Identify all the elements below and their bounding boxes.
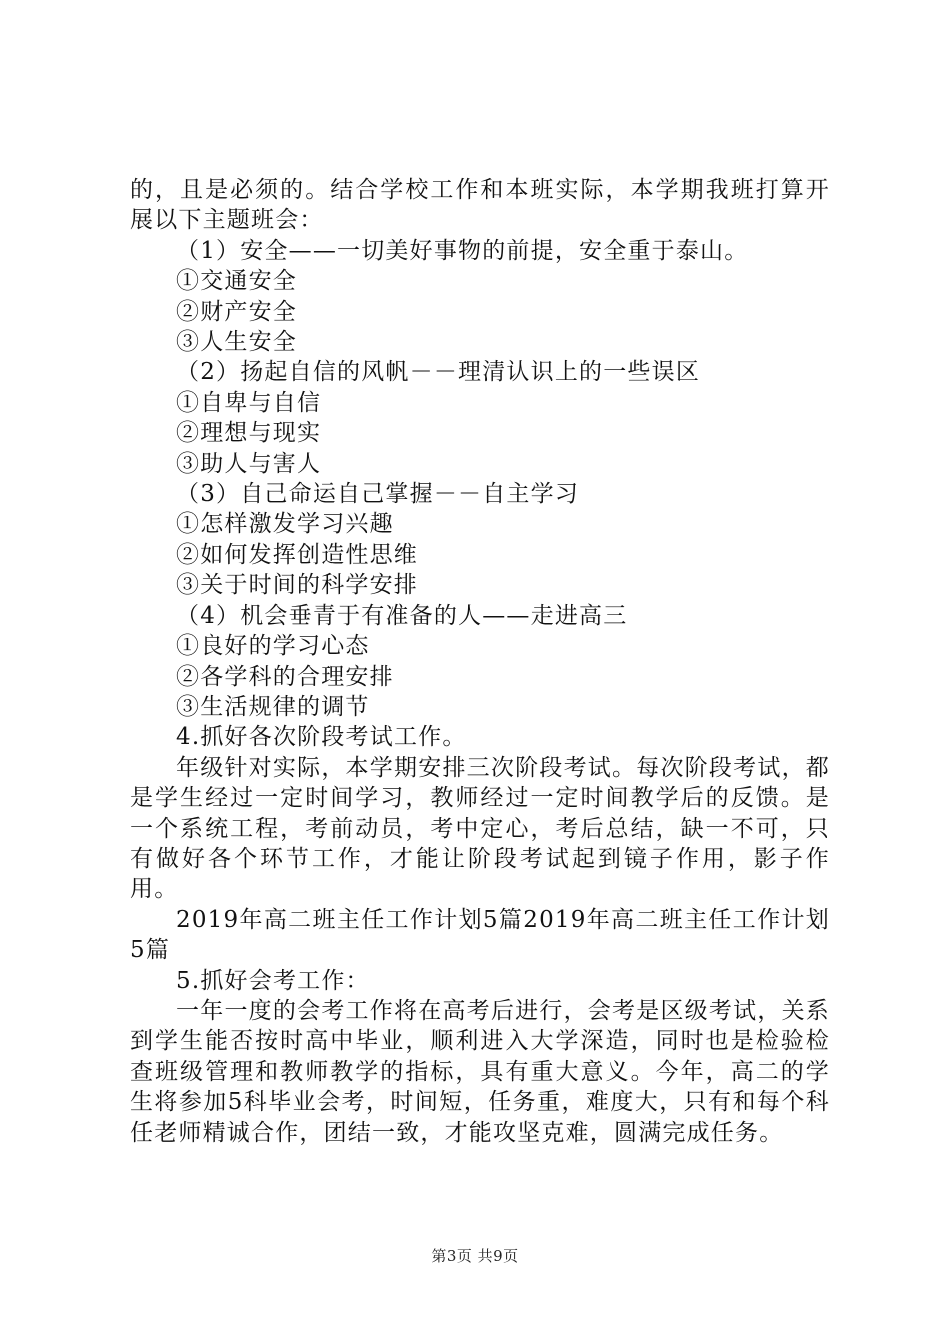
paragraph: （2）扬起自信的风帆－－理清认识上的一些误区: [176, 359, 701, 386]
paragraph: ②如何发挥创造性思维: [176, 541, 418, 568]
paragraph: ③关于时间的科学安排: [176, 572, 418, 599]
paragraph: （4）机会垂青于有准备的人——走进高三: [176, 602, 628, 629]
paragraph: （1）安全——一切美好事物的前提，安全重于泰山。: [176, 237, 749, 264]
paragraph: （3）自己命运自己掌握－－自主学习: [176, 481, 580, 508]
paragraph: ①良好的学习心态: [176, 633, 370, 660]
paragraph: 2019年高二班主任工作计划5篇2019年高二班主任工作计划5篇: [130, 906, 830, 964]
paragraph: 的，且是必须的。结合学校工作和本班实际，本学期我班打算开展以下主题班会：: [130, 177, 830, 234]
paragraph: ①交通安全: [176, 268, 297, 295]
paragraph: ③人生安全: [176, 329, 297, 356]
paragraph: 5.抓好会考工作：: [176, 967, 370, 994]
paragraph: 4.抓好各次阶段考试工作。: [176, 724, 467, 751]
paragraph: ③助人与害人: [176, 450, 322, 477]
page-footer: 第3页 共9页: [431, 1247, 519, 1265]
document-body: [130, 175, 830, 1148]
paragraph: ②财产安全: [176, 298, 297, 325]
paragraph: ③生活规律的调节: [176, 693, 370, 720]
paragraph: ①怎样激发学习兴趣: [176, 511, 394, 538]
paragraph: ②理想与现实: [176, 420, 322, 447]
paragraph: 年级针对实际，本学期安排三次阶段考试。每次阶段考试，都是学生经过一定时间学习，教师经过一定时间教学后的反馈。是一个系统工程，考前动员，考中定心，考后总结，缺一不可，只有做好各个环节工作，才能让阶段考试起到镜子作用，影子作用。: [130, 754, 830, 903]
paragraph: ①自卑与自信: [176, 389, 322, 416]
paragraph: ②各学科的合理安排: [176, 663, 394, 690]
paragraph: 一年一度的会考工作将在高考后进行，会考是区级考试，关系到学生能否按时高中毕业，顺利进入大学深造，同时也是检验检查班级管理和教师教学的指标，具有重大意义。今年，高二的学生将参加5科毕业会考，时间短，任务重，难度大，只有和每个科任老师精诚合作，团结一致，才能攻坚克难，圆满完成任务。: [130, 997, 830, 1146]
